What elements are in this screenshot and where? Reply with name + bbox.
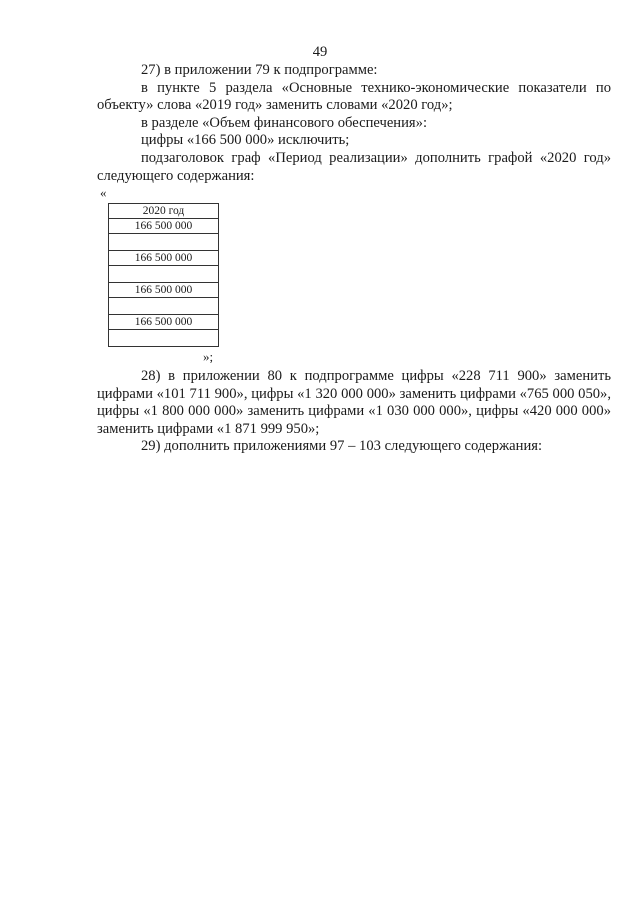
opening-quote: « [100, 185, 107, 200]
table-spacer-cell [109, 234, 219, 251]
table-row [109, 283, 219, 298]
table-value-cell: 166 500 000 [109, 283, 219, 298]
amendment-28-29-block [97, 368, 611, 456]
table-value-cell: 166 500 000 [109, 251, 219, 266]
page-number: 49 [312, 44, 328, 60]
finance-column-table [108, 203, 219, 347]
paragraph-27-finance-section: в разделе «Объем финансового обеспечения»: [141, 114, 427, 131]
table-value-cell: 166 500 000 [109, 315, 219, 330]
table-row [109, 251, 219, 266]
table-spacer-cell [109, 266, 219, 283]
table-row [109, 234, 219, 251]
paragraph-27-add-column: подзаголовок граф «Период реализации» дополнить графой «2020 год» следующего содержания: [97, 149, 611, 184]
paragraph-28: 28) в приложении 80 к подпрограмме цифры «228 711 900» заменить цифрами «101 711 900», цифры «1 320 000 000» заменить цифрами «765 000 050», цифры «1 800 000 000» заменить цифрами «1 030 000 000», цифры «420 000 000» заменить цифрами «1 871 999 950»; [97, 368, 611, 437]
table-spacer-cell [109, 298, 219, 315]
paragraph-27-point5: в пункте 5 раздела «Основные технико-экономические показатели по объекту» слова «2019 год» заменить словами «2020 год»; [97, 79, 611, 114]
table-row [109, 315, 219, 330]
table-row [109, 298, 219, 315]
table-value-cell: 166 500 000 [109, 219, 219, 234]
paragraph-27-heading: 27) в приложении 79 к подпрограмме: [141, 62, 378, 78]
table-row [109, 266, 219, 283]
paragraph-29: 29) дополнить приложениями 97 – 103 следующего содержания: [141, 438, 543, 455]
table-row [109, 204, 219, 219]
amendment-27-block [97, 62, 611, 185]
table-row [109, 219, 219, 234]
table-header-cell: 2020 год [109, 204, 219, 219]
table-row [109, 330, 219, 347]
table-spacer-cell [109, 330, 219, 347]
paragraph-27-exclude-figures: цифры «166 500 000» исключить; [141, 132, 350, 149]
closing-quote: »; [203, 349, 214, 364]
